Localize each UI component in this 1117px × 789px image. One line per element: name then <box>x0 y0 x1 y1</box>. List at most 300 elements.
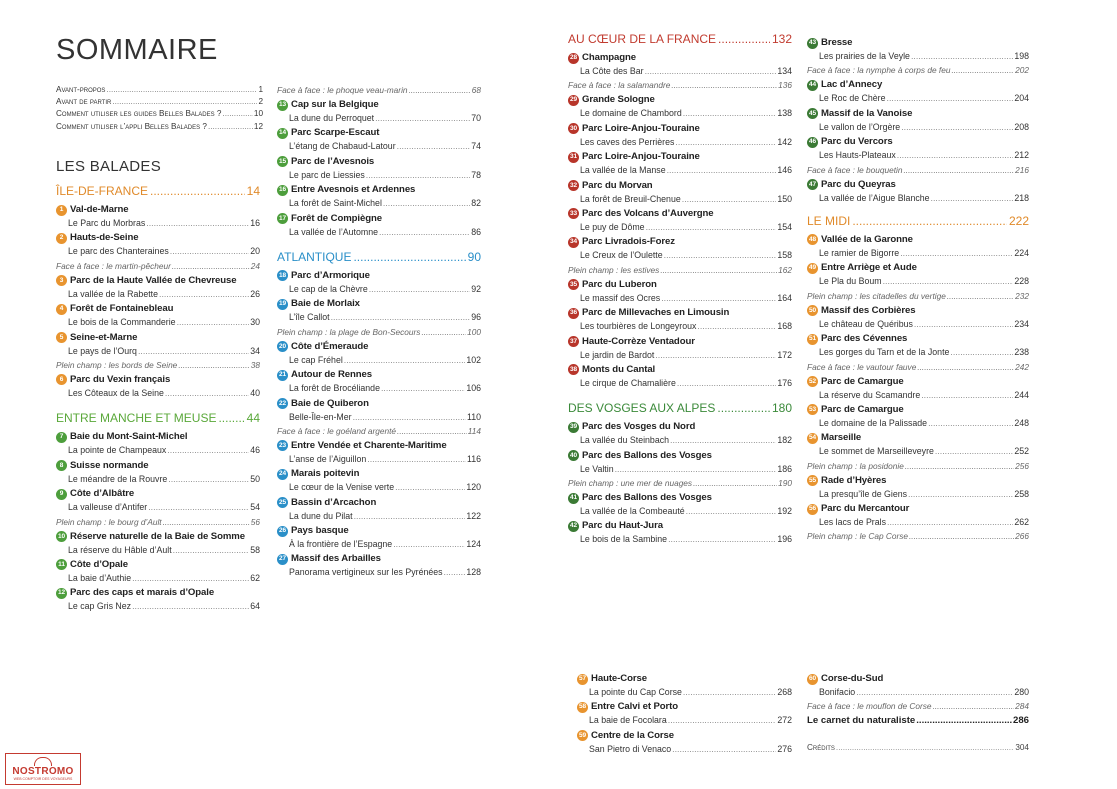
page-number: 138 <box>777 108 792 119</box>
toc-entry[interactable] <box>568 150 792 176</box>
region-label: ENTRE MANCHE ET MEUSE <box>56 411 217 426</box>
feature-entry[interactable] <box>807 460 1029 472</box>
toc-entry[interactable] <box>807 135 1029 161</box>
page-number: 96 <box>471 312 481 323</box>
toc-entry[interactable] <box>568 363 792 389</box>
toc-entry[interactable] <box>568 235 792 261</box>
leader-dots <box>208 121 253 133</box>
leader-dots <box>664 249 777 261</box>
toc-entry[interactable] <box>807 332 1029 358</box>
leader-dots <box>354 510 466 522</box>
toc-entry[interactable] <box>56 84 263 96</box>
entry-number-badge: 2 <box>56 233 67 244</box>
leader-dots <box>921 389 1013 401</box>
entry-title: Haute-Corrèze Ventadour <box>582 335 695 347</box>
entry-title: Parc de la Haute Vallée de Chevreuse <box>70 274 237 286</box>
entry-number-badge: 35 <box>568 279 579 290</box>
leader-dots <box>672 743 776 755</box>
entry-title: Monts du Cantal <box>582 363 656 375</box>
entry-number-badge: 4 <box>56 304 67 315</box>
leader-dots <box>675 136 776 148</box>
feature-label: Plein champ : les citadelles du vertige <box>807 290 946 301</box>
feature-entry[interactable] <box>568 79 792 91</box>
toc-entry[interactable] <box>577 672 792 698</box>
page-number: 26 <box>250 288 260 299</box>
page-number: 146 <box>777 165 792 176</box>
entry-subtitle: La Côte des Bar <box>580 66 644 76</box>
page-number: 266 <box>1015 531 1029 542</box>
entry-number-badge: 31 <box>568 152 579 163</box>
entry-number-badge: 9 <box>56 489 67 500</box>
page-number: 234 <box>1014 318 1029 329</box>
entry-number-badge: 37 <box>568 336 579 347</box>
entry-title: Parc des Ballons des Vosges <box>582 449 712 461</box>
entry-number-badge: 14 <box>277 128 288 139</box>
leader-dots <box>150 182 245 200</box>
toc-entry[interactable] <box>568 93 792 119</box>
entry-title: Parc d’Armorique <box>291 269 370 281</box>
entry-subtitle: Les tourbières de Longeyroux <box>580 321 697 332</box>
page-number: 196 <box>777 534 792 545</box>
entry-subtitle: Le château de Quéribus <box>819 318 913 329</box>
toc-column-2 <box>277 84 481 581</box>
entry-number-badge: 1 <box>56 205 67 216</box>
entry-title: Champagne <box>582 52 637 63</box>
entry-number-badge: 38 <box>568 364 579 375</box>
toc-entry[interactable] <box>56 108 263 120</box>
page-number: 262 <box>1014 517 1029 528</box>
toc-entry[interactable] <box>568 306 792 332</box>
feature-entry[interactable] <box>807 64 1029 76</box>
page-number: 86 <box>471 226 481 237</box>
toc-entry[interactable] <box>807 107 1029 133</box>
entry-subtitle: La dune du Pilat <box>289 510 353 521</box>
leader-dots <box>677 377 776 389</box>
toc-entry[interactable] <box>56 96 263 108</box>
region-heading[interactable] <box>277 248 481 266</box>
entry-number-badge: 21 <box>277 370 288 381</box>
entry-subtitle: Les caves des Perrières <box>580 136 675 147</box>
entry-subtitle: Le cœur de la Venise verte <box>289 482 395 493</box>
toc-entry[interactable] <box>277 397 481 423</box>
entry-number-badge: 33 <box>568 208 579 219</box>
page-number: 62 <box>250 572 260 583</box>
feature-label: Face à face : la salamandre <box>568 80 671 91</box>
entry-title: Haute-Corse <box>591 673 647 684</box>
toc-entry[interactable] <box>568 420 792 446</box>
entry-number-badge: 5 <box>56 332 67 343</box>
leader-dots <box>836 742 1014 754</box>
entry-subtitle: Le parc des Chanteraines <box>68 246 169 257</box>
toc-entry[interactable] <box>56 586 260 612</box>
page-number: 186 <box>777 463 792 474</box>
page-number: 182 <box>777 435 792 446</box>
entry-number-badge: 18 <box>277 270 288 281</box>
logo-tagline: WEB COMPTOIR DES VOYAGEURS <box>13 776 73 781</box>
entry-title: Vallée de la Garonne <box>821 233 913 245</box>
leader-dots <box>383 197 470 209</box>
toc-entry[interactable] <box>807 261 1029 287</box>
toc-entry[interactable] <box>56 459 260 485</box>
toc-entry[interactable] <box>277 183 481 209</box>
leader-dots <box>646 221 777 233</box>
leader-dots <box>682 193 777 205</box>
entry-subtitle: Le massif des Ocres <box>580 292 661 303</box>
region-label: AU CŒUR DE LA FRANCE <box>568 32 717 46</box>
toc-entry[interactable] <box>577 729 792 755</box>
entry-title: Parc du Morvan <box>582 179 653 191</box>
toc-entry[interactable] <box>277 552 481 578</box>
toc-entry[interactable] <box>807 431 1029 457</box>
leader-dots <box>887 92 1014 104</box>
feature-entry[interactable] <box>807 164 1029 176</box>
toc-entry[interactable] <box>568 491 792 517</box>
entry-subtitle: Le Valtin <box>580 463 614 474</box>
leader-dots <box>660 264 777 276</box>
entry-label: Comment utiliser l’appli Belles Balades ? <box>56 121 207 131</box>
toc-entry[interactable] <box>277 524 481 550</box>
region-label: LE MIDI <box>807 213 851 228</box>
toc-entry[interactable] <box>807 178 1029 204</box>
entry-title: Entre Calvi et Porto <box>591 701 679 713</box>
toc-entry[interactable] <box>807 474 1029 500</box>
entry-subtitle: La vallée de l’Automne <box>289 226 379 237</box>
logo-name: NOSTROMO <box>12 765 74 777</box>
feature-entry[interactable] <box>56 516 260 528</box>
feature-entry[interactable] <box>277 326 481 338</box>
entry-title: Forêt de Fontainebleau <box>70 303 174 315</box>
leader-dots <box>901 121 1013 133</box>
feature-label: Plein champ : le Cap Corse <box>807 531 908 542</box>
entry-number-badge: 3 <box>56 275 67 286</box>
entry-number-badge: 12 <box>56 588 67 599</box>
page-number: 58 <box>250 544 260 555</box>
toc-column-3-corse <box>577 672 792 757</box>
feature-entry[interactable] <box>807 361 1029 373</box>
leader-dots <box>395 481 465 493</box>
page-number: 208 <box>1014 121 1029 132</box>
leader-dots <box>421 326 466 338</box>
entry-title: Baie du Mont-Saint-Michel <box>70 431 188 443</box>
leader-dots <box>645 65 777 77</box>
page-number: 20 <box>250 246 260 257</box>
toc-entry[interactable] <box>807 375 1029 401</box>
feature-entry[interactable] <box>277 84 481 96</box>
page-number: 272 <box>777 715 792 726</box>
entry-title: Le carnet du naturaliste <box>807 715 916 727</box>
entry-number-badge: 60 <box>807 674 818 685</box>
page-number: 190 <box>778 478 792 489</box>
entry-subtitle: Le Roc de Chère <box>819 93 886 104</box>
entry-subtitle: La réserve du Scamandre <box>819 389 921 400</box>
entry-title: Hauts-de-Seine <box>70 232 139 244</box>
page-number: 268 <box>777 687 792 697</box>
feature-entry[interactable] <box>807 700 1029 712</box>
page-number: 168 <box>777 321 792 332</box>
leader-dots <box>132 600 249 612</box>
toc-entry[interactable] <box>807 36 1029 62</box>
entry-number-badge: 58 <box>577 702 588 713</box>
entry-number-badge: 40 <box>568 450 579 461</box>
toc-entry[interactable] <box>807 78 1029 104</box>
toc-entry[interactable] <box>277 496 481 522</box>
entry-subtitle: La pointe de Champeaux <box>68 445 167 456</box>
entry-label: Avant-propos <box>56 85 106 94</box>
entry-subtitle: Le jardin de Bardot <box>580 349 655 360</box>
page-number: 256 <box>1015 460 1029 471</box>
toc-entry[interactable] <box>568 519 792 545</box>
entry-title: Parc du Vercors <box>821 136 893 148</box>
region-heading[interactable] <box>807 212 1029 230</box>
leader-dots <box>393 538 465 550</box>
page-number: 142 <box>777 136 792 147</box>
feature-entry[interactable] <box>568 264 792 276</box>
toc-entry[interactable] <box>277 126 481 152</box>
region-heading[interactable] <box>568 30 792 48</box>
entry-title: Parc Livradois-Forez <box>582 236 675 248</box>
entry-subtitle: À la frontière de l’Espagne <box>289 539 393 550</box>
entry-number-badge: 19 <box>277 299 288 310</box>
entry-number-badge: 11 <box>56 559 67 570</box>
feature-label: Plein champ : le bourg d’Ault <box>56 516 162 527</box>
page-number: 244 <box>1014 389 1029 400</box>
entry-number-badge: 13 <box>277 100 288 111</box>
entry-title: Corse-du-Sud <box>821 673 884 684</box>
entry-number-badge: 23 <box>277 440 288 451</box>
leader-dots <box>170 245 249 257</box>
feature-entry[interactable] <box>56 359 260 371</box>
page-number: 2 <box>258 97 263 107</box>
toc-entry[interactable] <box>568 179 792 205</box>
page-number: 212 <box>1014 150 1029 161</box>
entry-title: Côte d’Opale <box>70 558 128 570</box>
toc-column-3 <box>568 30 792 548</box>
leader-dots <box>379 226 470 238</box>
entry-subtitle: Le parc de Liessies <box>289 169 365 180</box>
naturalist-notebook-entry[interactable] <box>807 714 1029 728</box>
leader-dots <box>852 212 1007 230</box>
region-label: ATLANTIQUE <box>277 249 352 264</box>
entry-title: Bassin d’Arcachon <box>291 496 377 508</box>
feature-label: Plein champ : une mer de nuages <box>568 478 693 489</box>
entry-number-badge: 32 <box>568 180 579 191</box>
page-number: 284 <box>1015 701 1029 712</box>
leader-dots <box>167 444 249 456</box>
entry-number-badge: 22 <box>277 398 288 409</box>
toc-entry[interactable] <box>56 231 260 257</box>
entry-subtitle: Le cirque de Chamalière <box>580 377 676 388</box>
page-number: 120 <box>466 482 481 493</box>
toc-entry[interactable] <box>568 207 792 233</box>
entry-subtitle: Le pays de l’Ourq <box>68 345 137 356</box>
entry-number-badge: 26 <box>277 526 288 537</box>
toc-entry[interactable] <box>277 297 481 323</box>
toc-entry[interactable] <box>56 121 263 133</box>
globe-icon <box>34 757 52 766</box>
entry-number-badge: 39 <box>568 422 579 433</box>
entry-subtitle: La dune du Perroquet <box>289 113 375 123</box>
entry-number-badge: 42 <box>568 521 579 532</box>
entry-subtitle: Le bois de la Sambine <box>580 534 668 545</box>
entry-subtitle: La vallée de la Rabette <box>68 288 158 299</box>
page-number: 218 <box>1014 192 1029 203</box>
toc-entry[interactable] <box>56 203 260 229</box>
entry-title: Parc de Camargue <box>821 403 904 415</box>
entry-subtitle: Les Hauts-Plateaux <box>819 150 896 161</box>
toc-entry[interactable] <box>56 274 260 300</box>
entry-subtitle: La vallée du Steinbach <box>580 435 670 446</box>
region-heading[interactable] <box>56 409 260 427</box>
entry-subtitle: Le cap Fréhel <box>289 354 343 365</box>
leader-dots <box>218 409 244 427</box>
entry-number-badge: 30 <box>568 123 579 134</box>
page-number: 34 <box>250 345 260 356</box>
toc-entry[interactable] <box>577 700 792 726</box>
entry-number-badge: 24 <box>277 469 288 480</box>
entry-title: Val-de-Marne <box>70 204 129 215</box>
toc-entry[interactable] <box>568 278 792 304</box>
entry-title: Grande Sologne <box>582 94 655 106</box>
entry-title: Parc du Mercantour <box>821 503 910 515</box>
leader-dots <box>697 320 776 332</box>
toc-entry[interactable] <box>568 122 792 148</box>
page-number: 164 <box>777 292 792 303</box>
entry-number-badge: 49 <box>807 263 818 274</box>
entry-subtitle: La forêt de Saint-Michel <box>289 198 382 209</box>
region-heading[interactable] <box>568 399 792 417</box>
toc-entry[interactable] <box>807 672 1029 698</box>
leader-dots <box>887 516 1013 528</box>
toc-entry[interactable] <box>277 269 481 295</box>
credits-entry[interactable] <box>807 742 1029 754</box>
toc-entry[interactable] <box>807 233 1029 259</box>
toc-entry[interactable] <box>568 335 792 361</box>
entry-number-badge: 54 <box>807 433 818 444</box>
toc-entry[interactable] <box>807 304 1029 330</box>
toc-entry[interactable] <box>277 467 481 493</box>
toc-entry[interactable] <box>56 331 260 357</box>
entry-title: Autour de Rennes <box>291 369 373 381</box>
leader-dots <box>947 290 1014 302</box>
page-number: 50 <box>250 473 260 484</box>
toc-entry[interactable] <box>277 155 481 181</box>
entry-title: Parc du Vexin français <box>70 373 171 385</box>
leader-dots <box>112 96 257 108</box>
toc-entry[interactable] <box>277 340 481 366</box>
toc-entry[interactable] <box>277 212 481 238</box>
feature-entry[interactable] <box>277 425 481 437</box>
section-heading-balades: LES BALADES <box>56 158 162 175</box>
toc-entry[interactable] <box>56 530 260 556</box>
entry-subtitle: Le sommet de Marseilleveyre <box>819 446 934 457</box>
leader-dots <box>950 346 1013 358</box>
leader-dots <box>173 544 250 556</box>
entry-subtitle: Le vallon de l’Orgère <box>819 121 901 132</box>
entry-number-badge: 25 <box>277 497 288 508</box>
entry-number-badge: 27 <box>277 554 288 565</box>
leader-dots <box>686 505 777 517</box>
feature-label: Face à face : le mouflon de Corse <box>807 701 932 712</box>
page-number: 228 <box>1014 276 1029 287</box>
toc-entry[interactable] <box>277 439 481 465</box>
leader-dots <box>935 445 1013 457</box>
toc-entry[interactable] <box>807 403 1029 429</box>
toc-column-4 <box>807 36 1029 544</box>
page-number: 100 <box>467 326 481 337</box>
entry-number-badge: 56 <box>807 504 818 515</box>
toc-entry[interactable] <box>807 502 1029 528</box>
entry-subtitle: La vallée de la Manse <box>580 165 666 176</box>
feature-entry[interactable] <box>807 530 1029 542</box>
entry-title: Baie de Morlaix <box>291 298 360 310</box>
toc-entry[interactable] <box>277 368 481 394</box>
region-label: ÎLE-DE-FRANCE <box>56 184 149 198</box>
leader-dots <box>159 288 249 300</box>
feature-entry[interactable] <box>56 260 260 272</box>
feature-entry[interactable] <box>807 290 1029 302</box>
leader-dots <box>138 345 249 357</box>
entry-label: Avant de partir <box>56 97 112 107</box>
entry-subtitle: Le puy de Dôme <box>580 221 645 232</box>
entry-number-badge: 50 <box>807 305 818 316</box>
entry-subtitle: Belle-Île-en-Mer <box>289 411 352 422</box>
entry-subtitle: Le domaine de la Palissade <box>819 417 928 428</box>
nostromo-logo <box>5 753 81 785</box>
entry-subtitle: La réserve du Hâble d’Ault <box>68 544 172 555</box>
page-title: SOMMAIRE <box>56 34 218 66</box>
leader-dots <box>683 107 777 119</box>
page-number: 70 <box>471 113 481 123</box>
entry-title: Parc Loire-Anjou-Touraine <box>582 151 700 163</box>
toc-entry[interactable] <box>56 487 260 513</box>
feature-entry[interactable] <box>568 477 792 489</box>
leader-dots <box>718 30 770 48</box>
toc-entry[interactable] <box>56 430 260 456</box>
leader-dots <box>909 530 1014 542</box>
page-number: 202 <box>1015 65 1029 76</box>
page-number: 222 <box>1008 213 1029 228</box>
leader-dots <box>444 566 466 578</box>
entry-number-badge: 43 <box>807 38 818 49</box>
entry-title: Centre de la Corse <box>591 729 674 741</box>
region-heading[interactable] <box>56 182 260 200</box>
leader-dots <box>911 50 1013 62</box>
toc-entry[interactable] <box>56 558 260 584</box>
leader-dots <box>148 501 249 513</box>
front-matter-list <box>56 84 263 133</box>
leader-dots <box>905 460 1014 472</box>
page-number: 134 <box>777 66 792 76</box>
leader-dots <box>897 149 1014 161</box>
leader-dots <box>397 140 471 152</box>
page-number: 224 <box>1014 247 1029 258</box>
toc-entry[interactable] <box>568 51 792 77</box>
leader-dots <box>917 361 1014 373</box>
toc-entry[interactable] <box>56 373 260 399</box>
toc-entry[interactable] <box>568 449 792 475</box>
entry-subtitle: L’anse de l’Aiguillon <box>289 453 367 464</box>
page-number: 258 <box>1014 488 1029 499</box>
entry-number-badge: 10 <box>56 531 67 542</box>
entry-number-badge: 36 <box>568 308 579 319</box>
page-number: 162 <box>778 264 792 275</box>
page-number: 248 <box>1014 417 1029 428</box>
page-number: 216 <box>1015 164 1029 175</box>
toc-entry[interactable] <box>277 98 481 124</box>
entry-subtitle: Le domaine de Chambord <box>580 108 682 119</box>
toc-entry[interactable] <box>56 302 260 328</box>
leader-dots <box>951 64 1014 76</box>
